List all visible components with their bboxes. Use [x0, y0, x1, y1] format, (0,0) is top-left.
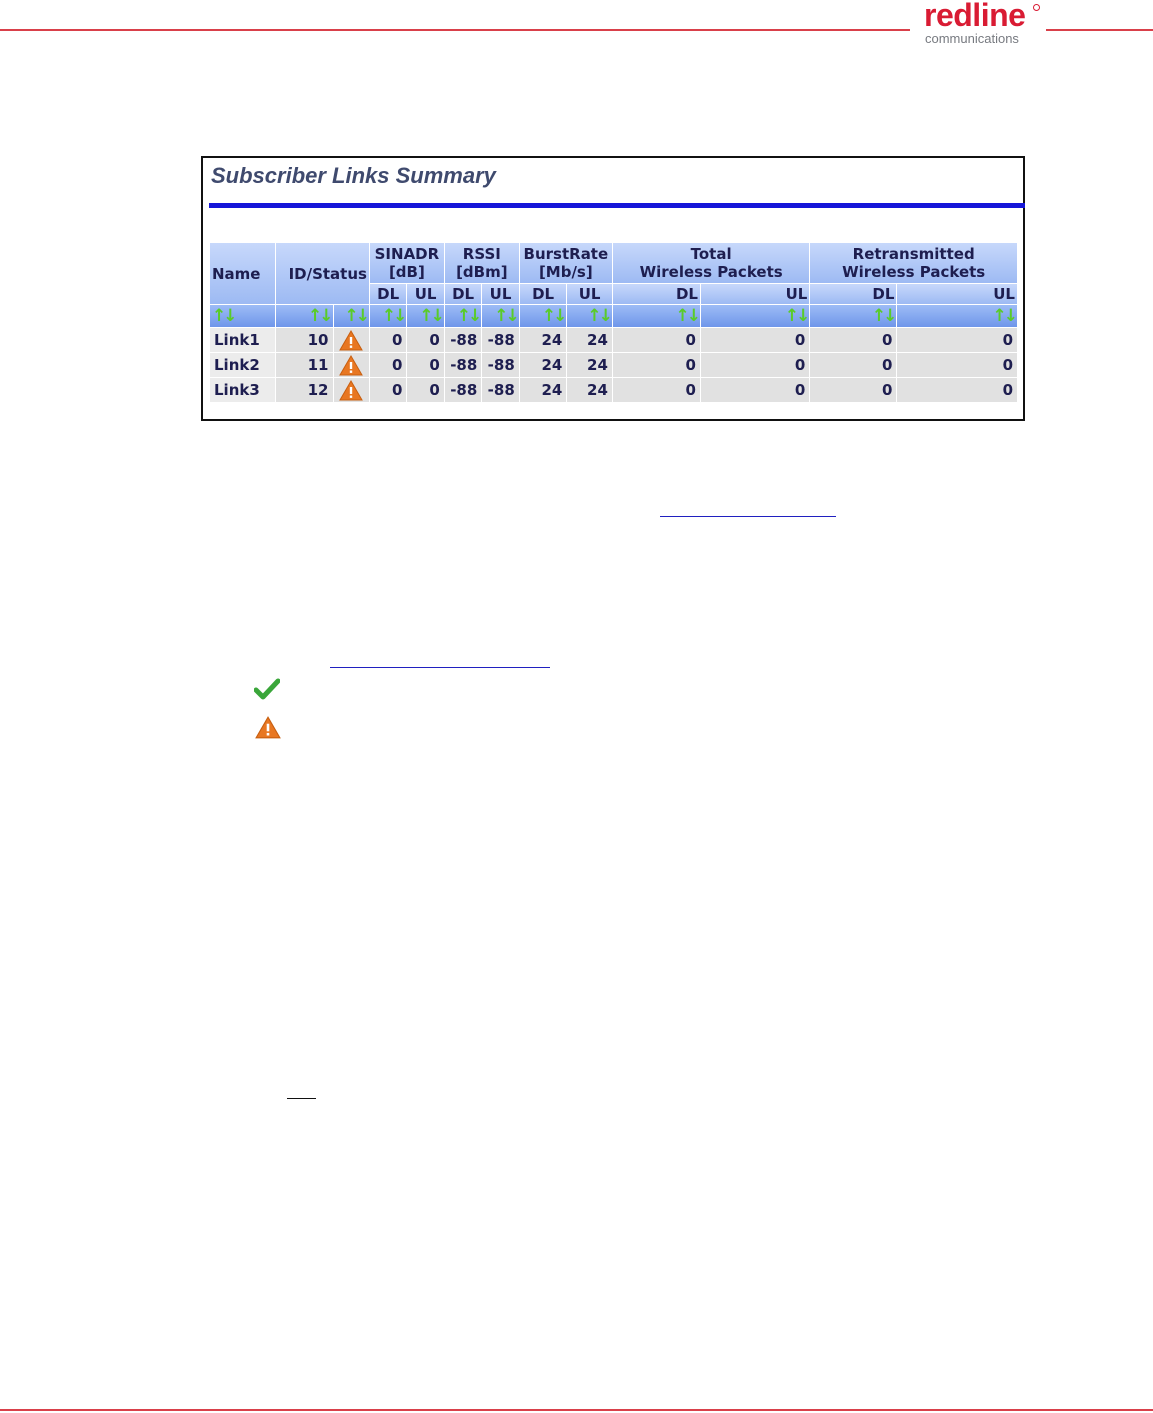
- rssi-dl: -88: [445, 353, 481, 377]
- burst-dl: 24: [520, 378, 567, 402]
- link-id: 12: [276, 378, 333, 402]
- rssi-ul: -88: [482, 328, 518, 352]
- sort-arrows-icon[interactable]: ↑↓: [407, 305, 443, 327]
- sort-arrows-icon[interactable]: ↑↓: [567, 305, 612, 327]
- table-row[interactable]: [210, 328, 1017, 352]
- sub-header-ul: UL: [701, 284, 809, 304]
- sinadr-dl: 0: [370, 328, 406, 352]
- sort-arrows-icon[interactable]: ↑↓: [482, 305, 518, 327]
- sort-arrows-icon[interactable]: ↑↓: [613, 305, 700, 327]
- header-rule-right: [1046, 29, 1153, 31]
- sinadr-ul: 0: [407, 353, 443, 377]
- rssi-dl: -88: [445, 328, 481, 352]
- total-dl: 0: [613, 378, 700, 402]
- sort-arrows-icon[interactable]: ↑↓: [334, 305, 369, 327]
- check-icon: [254, 678, 280, 700]
- sort-row: [210, 305, 1017, 327]
- links-table: [209, 242, 1018, 403]
- retrans-dl: 0: [810, 328, 896, 352]
- rssi-ul: -88: [482, 378, 518, 402]
- sinadr-dl: 0: [370, 378, 406, 402]
- retrans-dl: 0: [810, 353, 896, 377]
- sub-header-dl: DL: [613, 284, 700, 304]
- total-ul: 0: [701, 353, 809, 377]
- link-name[interactable]: Link3: [210, 378, 275, 402]
- sort-arrows-icon[interactable]: ↑↓: [370, 305, 406, 327]
- table-row[interactable]: [210, 378, 1017, 402]
- retrans-dl: 0: [810, 378, 896, 402]
- col-header-burstrate[interactable]: BurstRate [Mb/s]: [520, 243, 612, 283]
- col-header-name[interactable]: Name: [210, 243, 275, 304]
- retrans-ul: 0: [897, 328, 1017, 352]
- panel-title: Subscriber Links Summary: [211, 163, 496, 188]
- col-header-rssi[interactable]: RSSI [dBm]: [445, 243, 519, 283]
- sort-arrows-icon[interactable]: ↑↓: [897, 305, 1017, 327]
- total-dl: 0: [613, 353, 700, 377]
- table-row[interactable]: [210, 353, 1017, 377]
- retrans-ul: 0: [897, 378, 1017, 402]
- sub-header-ul: UL: [482, 284, 518, 304]
- retrans-ul: 0: [897, 353, 1017, 377]
- burst-dl: 24: [520, 328, 567, 352]
- sort-arrows-icon[interactable]: ↑↓: [276, 305, 333, 327]
- col-header-id-status[interactable]: ID/Status: [276, 243, 369, 304]
- warning-icon: [334, 328, 369, 352]
- header-rule-left: [0, 29, 910, 31]
- hyperlink-underline[interactable]: [660, 516, 836, 517]
- sinadr-ul: 0: [407, 328, 443, 352]
- link-name[interactable]: Link1: [210, 328, 275, 352]
- sub-header-dl: DL: [810, 284, 896, 304]
- sort-arrows-icon[interactable]: ↑↓: [520, 305, 567, 327]
- sinadr-ul: 0: [407, 378, 443, 402]
- redline-logo: redline communications: [918, 0, 1043, 48]
- warning-icon: [255, 716, 281, 739]
- col-header-total-packets[interactable]: Total Wireless Packets: [613, 243, 809, 283]
- burst-ul: 24: [567, 328, 612, 352]
- sub-header-dl: DL: [370, 284, 406, 304]
- total-ul: 0: [701, 328, 809, 352]
- sub-header-ul: UL: [407, 284, 443, 304]
- sub-header-dl: DL: [445, 284, 481, 304]
- burst-ul: 24: [567, 378, 612, 402]
- col-header-retransmitted-packets[interactable]: Retransmitted Wireless Packets: [810, 243, 1017, 283]
- link-id: 10: [276, 328, 333, 352]
- rssi-ul: -88: [482, 353, 518, 377]
- warning-icon: [334, 353, 369, 377]
- total-dl: 0: [613, 328, 700, 352]
- subscriber-links-panel: [201, 156, 1025, 421]
- sub-header-dl: DL: [520, 284, 567, 304]
- sort-arrows-icon[interactable]: ↑↓: [810, 305, 896, 327]
- hyperlink-underline[interactable]: [330, 667, 550, 668]
- col-header-sinadr[interactable]: SINADR [dB]: [370, 243, 444, 283]
- sort-arrows-icon[interactable]: ↑↓: [701, 305, 809, 327]
- sub-header-ul: UL: [567, 284, 612, 304]
- text-underline: [287, 1098, 316, 1099]
- burst-dl: 24: [520, 353, 567, 377]
- sinadr-dl: 0: [370, 353, 406, 377]
- warning-icon: [334, 378, 369, 402]
- burst-ul: 24: [567, 353, 612, 377]
- link-name[interactable]: Link2: [210, 353, 275, 377]
- link-id: 11: [276, 353, 333, 377]
- sort-arrows-icon[interactable]: ↑↓: [210, 305, 275, 327]
- rssi-dl: -88: [445, 378, 481, 402]
- sort-arrows-icon[interactable]: ↑↓: [445, 305, 481, 327]
- footer-rule: [0, 1409, 1153, 1411]
- sub-header-ul: UL: [897, 284, 1017, 304]
- title-bar: [209, 203, 1025, 208]
- total-ul: 0: [701, 378, 809, 402]
